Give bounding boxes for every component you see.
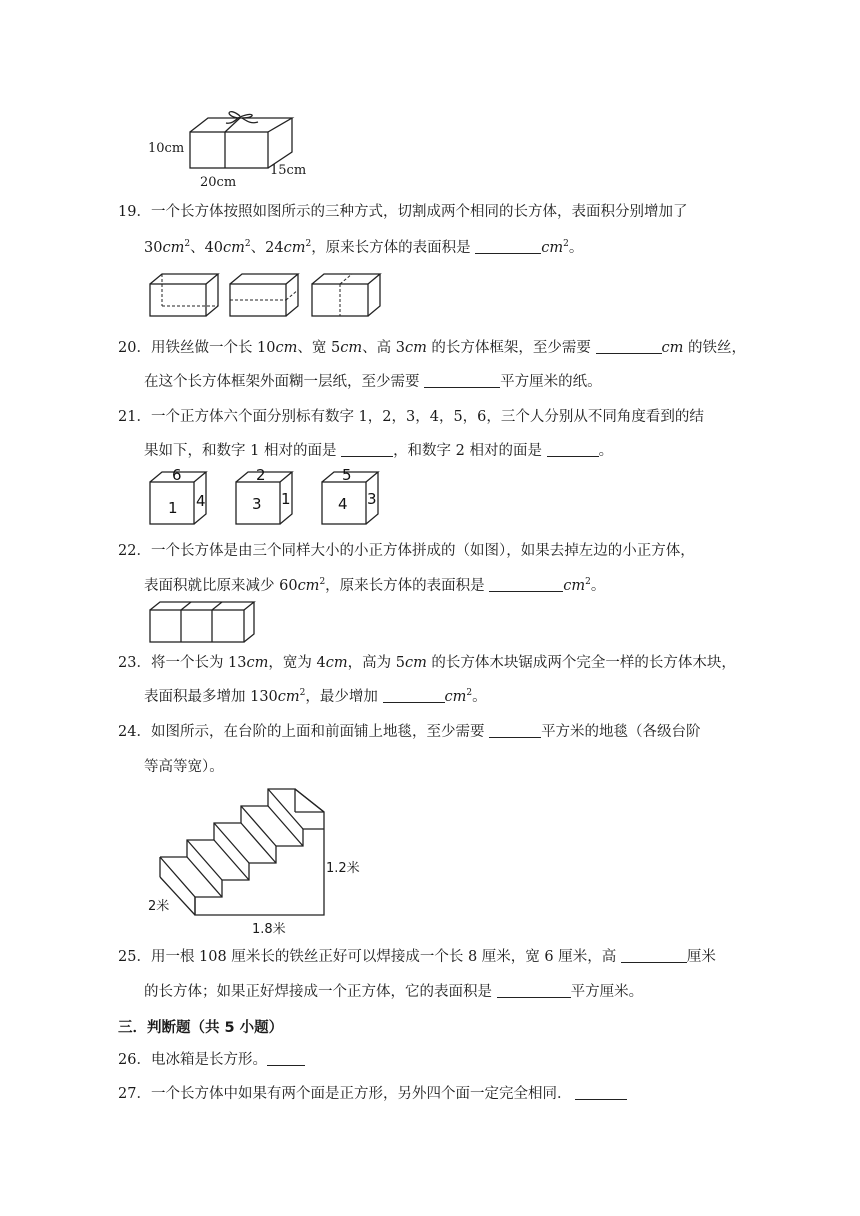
cube-3-top-number: 5 (342, 466, 352, 484)
answer-blank-25a[interactable] (621, 947, 687, 963)
cube-2-top-number: 2 (256, 466, 266, 484)
figure-three-cut-cuboids (148, 270, 398, 320)
answer-blank-19[interactable] (475, 238, 541, 254)
number-cube-1 (150, 466, 206, 524)
question-23-line-1: 23．将一个长为 13cm，宽为 4cm，高为 5cm 的长方体木块锯成两个完全一样的长方体木块， (118, 655, 736, 671)
staircase-length-label: 1.8米 (252, 922, 286, 937)
cube-1-side-number: 4 (196, 492, 206, 510)
cube-3-side-number: 3 (367, 490, 377, 508)
answer-blank-22[interactable] (489, 576, 563, 592)
gift-box-width-label: 15cm (270, 163, 307, 178)
answer-blank-25b[interactable] (497, 982, 571, 998)
question-19-line-2: $30cm^2$、$40cm^2$、$24cm^2$，原来长方体的表面积是 $cm^2$。 (144, 239, 584, 256)
cube-3-front-number: 4 (338, 495, 348, 513)
question-19-line-1: 19．一个长方体按照如图所示的三种方式，切割成两个相同的长方体，表面积分别增加了 (118, 204, 688, 220)
question-23-line-2: 表面积最多增加 $130cm^2$，最少增加 $cm^2$。 (144, 688, 487, 705)
question-20-line-1: 20．用铁丝做一个长 10cm、宽 5cm、高 3cm 的长方体框架，至少需要 cm 的铁丝， (118, 340, 747, 356)
question-25-line-2: 的长方体；如果正好焊接成一个正方体，它的表面积是 平方厘米。 (144, 984, 644, 1000)
question-24-line-2: 等高等宽）。 (144, 759, 224, 775)
answer-blank-20a[interactable] (596, 338, 662, 354)
answer-blank-21b[interactable] (547, 441, 599, 457)
cube-2-front-number: 3 (252, 495, 262, 513)
answer-blank-23[interactable] (383, 687, 445, 703)
answer-blank-21a[interactable] (341, 441, 393, 457)
figure-number-cubes (148, 468, 388, 528)
answer-blank-26[interactable] (267, 1050, 305, 1066)
question-21-line-2: 果如下，和数字 1 相对的面是 ，和数字 2 相对的面是 。 (144, 443, 614, 459)
number-cube-2 (236, 466, 292, 524)
figure-three-cubes-row (148, 600, 268, 650)
staircase-width-label: 2米 (148, 899, 170, 914)
answer-blank-20b[interactable] (424, 372, 500, 388)
section-3-heading: 三．判断题（共 5 小题） (118, 1020, 284, 1036)
question-24-line-1: 24．如图所示，在台阶的上面和前面铺上地毯，至少需要 平方米的地毯（各级台阶 (118, 724, 701, 740)
question-26: 26．电冰箱是长方形。 (118, 1050, 305, 1070)
question-21-line-1: 21．一个正方体六个面分别标有数字 1，2，3，4，5，6，三个人分别从不同角度看到的结 (118, 409, 704, 425)
answer-blank-27[interactable] (575, 1084, 627, 1100)
cube-2-side-number: 1 (281, 490, 291, 508)
question-27: 27．一个长方体中如果有两个面是正方形，另外四个面一定完全相同． (118, 1084, 627, 1104)
question-22-line-2: 表面积就比原来减少 $60cm^2$，原来长方体的表面积是 $cm^2$。 (144, 577, 606, 594)
cube-1-top-number: 6 (172, 466, 182, 484)
question-20-line-2: 在这个长方体框架外面糊一层纸，至少需要 平方厘米的纸。 (144, 374, 602, 390)
cube-1-front-number: 1 (168, 499, 178, 517)
staircase-height-label: 1.2米 (326, 861, 360, 876)
question-22-line-1: 22．一个长方体是由三个同样大小的小正方体拼成的（如图），如果去掉左边的小正方体， (118, 543, 695, 559)
answer-blank-24[interactable] (489, 722, 541, 738)
gift-box-length-label: 20cm (200, 175, 237, 190)
number-cube-3 (322, 466, 378, 524)
question-25-line-1: 25．用一根 108 厘米长的铁丝正好可以焊接成一个长 8 厘米，宽 6 厘米，高 厘米 (118, 949, 716, 965)
gift-box-height-label: 10cm (148, 141, 185, 156)
